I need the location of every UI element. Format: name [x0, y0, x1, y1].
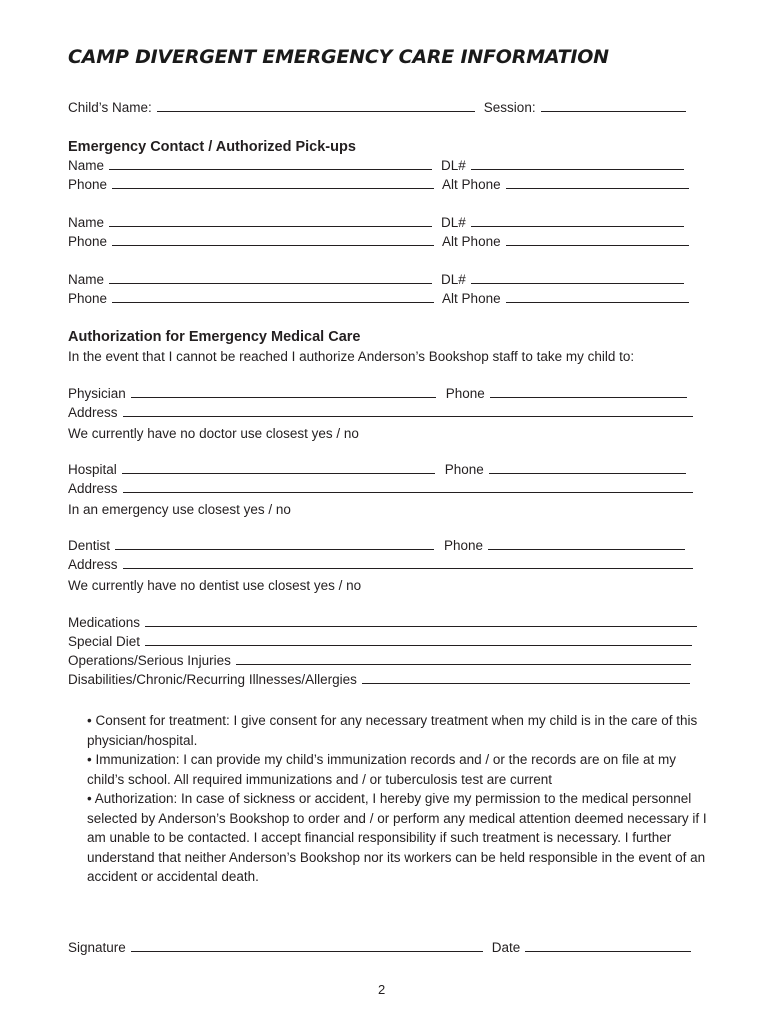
hospital-phone-field[interactable] — [489, 461, 686, 474]
hospital-field[interactable] — [122, 461, 435, 474]
hospital-address-field[interactable] — [123, 480, 693, 493]
consent-bullets — [87, 711, 707, 887]
contact-dl-label: DL# — [441, 158, 466, 173]
disabilities-label: Disabilities/Chronic/Recurring Illnesses/Allergies — [68, 672, 357, 687]
special-diet-field[interactable] — [145, 633, 692, 646]
child-name-field[interactable] — [157, 99, 475, 112]
dentist-address-field[interactable] — [123, 556, 693, 569]
dentist-note: We currently have no dentist use closest yes / no — [68, 578, 362, 593]
hospital-note: In an emergency use closest yes / no — [68, 502, 291, 517]
signature-field[interactable] — [131, 939, 483, 952]
disabilities-row — [68, 671, 690, 689]
contact-dl-label: DL# — [441, 272, 466, 287]
child-name-row — [68, 99, 686, 117]
contact-2-phone-field[interactable] — [112, 233, 434, 246]
dentist-label: Dentist — [68, 538, 111, 553]
physician-address-label: Address — [68, 405, 118, 420]
contact-1-name-field[interactable] — [109, 157, 432, 170]
page-number: 2 — [378, 982, 386, 997]
child-name-label: Child’s Name: — [68, 100, 152, 115]
contact-3-phone-row — [68, 290, 689, 308]
hospital-label: Hospital — [68, 462, 117, 477]
physician-address-field[interactable] — [123, 404, 693, 417]
contact-2-phone-row — [68, 233, 689, 251]
physician-field[interactable] — [131, 385, 436, 398]
dentist-address-row — [68, 556, 693, 574]
dentist-phone-field[interactable] — [488, 537, 685, 550]
special-diet-row — [68, 633, 692, 651]
medical-heading: Authorization for Emergency Medical Care — [68, 329, 361, 345]
contact-dl-label: DL# — [441, 215, 466, 230]
contact-3-dl-field[interactable] — [471, 271, 684, 284]
contact-1-name-row — [68, 157, 684, 175]
contact-2-name-row — [68, 214, 684, 232]
session-field[interactable] — [541, 99, 686, 112]
date-field[interactable] — [525, 939, 691, 952]
page-title: CAMP DIVERGENT EMERGENCY CARE INFORMATION — [68, 46, 609, 68]
operations-field[interactable] — [236, 652, 691, 665]
dentist-phone-label: Phone — [444, 538, 484, 553]
medications-field[interactable] — [145, 614, 697, 627]
hospital-phone-label: Phone — [444, 462, 484, 477]
date-label: Date — [491, 940, 521, 955]
contact-3-name-row — [68, 271, 684, 289]
contact-name-label: Name — [68, 215, 105, 230]
contact-1-phone-field[interactable] — [112, 176, 434, 189]
contact-1-phone-row — [68, 176, 689, 194]
hospital-address-label: Address — [68, 481, 118, 496]
physician-label: Physician — [68, 386, 126, 401]
signature-label: Signature — [68, 940, 126, 955]
contact-name-label: Name — [68, 158, 105, 173]
dentist-address-label: Address — [68, 557, 118, 572]
hospital-address-row — [68, 480, 693, 498]
medications-label: Medications — [68, 615, 141, 630]
physician-phone-label: Phone — [445, 386, 485, 401]
contact-alt-phone-label: Alt Phone — [442, 177, 501, 192]
dentist-row — [68, 537, 685, 555]
physician-note: We currently have no doctor use closest yes / no — [68, 426, 359, 441]
contact-name-label: Name — [68, 272, 105, 287]
contact-2-alt-phone-field[interactable] — [506, 233, 689, 246]
session-label: Session: — [483, 100, 536, 115]
contact-alt-phone-label: Alt Phone — [442, 234, 501, 249]
authorization-bullet: • Authorization: In case of sickness or accident, I hereby give my permission to the medical personnel selected by Anderson’s Bookshop to order and / or perform any medical attention deemed necessary if I am unable to be contacted. I accept financial responsibility if such treatment is necessary. I further understand that neither Anderson’s Bookshop nor its workers can be held responsible in the event of an accident or accidental death. — [87, 791, 707, 884]
contacts-heading: Emergency Contact / Authorized Pick-ups — [68, 139, 356, 155]
consent-bullet: • Consent for treatment: I give consent for any necessary treatment when my child is in the care of this physician/hospital. — [87, 713, 698, 748]
contact-phone-label: Phone — [68, 291, 108, 306]
contact-phone-label: Phone — [68, 234, 108, 249]
physician-address-row — [68, 404, 693, 422]
contact-3-phone-field[interactable] — [112, 290, 434, 303]
immunization-bullet: • Immunization: I can provide my child’s immunization records and / or the records are on file at my child’s school. All required immunizations and / or tuberculosis test are current — [87, 752, 676, 787]
contact-2-dl-field[interactable] — [471, 214, 684, 227]
contact-3-alt-phone-field[interactable] — [506, 290, 689, 303]
special-diet-label: Special Diet — [68, 634, 141, 649]
medications-row — [68, 614, 697, 632]
contact-phone-label: Phone — [68, 177, 108, 192]
contact-2-name-field[interactable] — [109, 214, 432, 227]
contact-1-alt-phone-field[interactable] — [506, 176, 689, 189]
hospital-row — [68, 461, 686, 479]
medical-intro: In the event that I cannot be reached I authorize Anderson’s Bookshop staff to take my child to: — [68, 349, 635, 364]
operations-row — [68, 652, 691, 670]
physician-phone-field[interactable] — [490, 385, 687, 398]
contact-1-dl-field[interactable] — [471, 157, 684, 170]
signature-row — [68, 939, 691, 957]
contact-3-name-field[interactable] — [109, 271, 432, 284]
dentist-field[interactable] — [115, 537, 434, 550]
disabilities-field[interactable] — [362, 671, 690, 684]
operations-label: Operations/Serious Injuries — [68, 653, 231, 668]
physician-row — [68, 385, 687, 403]
contact-alt-phone-label: Alt Phone — [442, 291, 501, 306]
